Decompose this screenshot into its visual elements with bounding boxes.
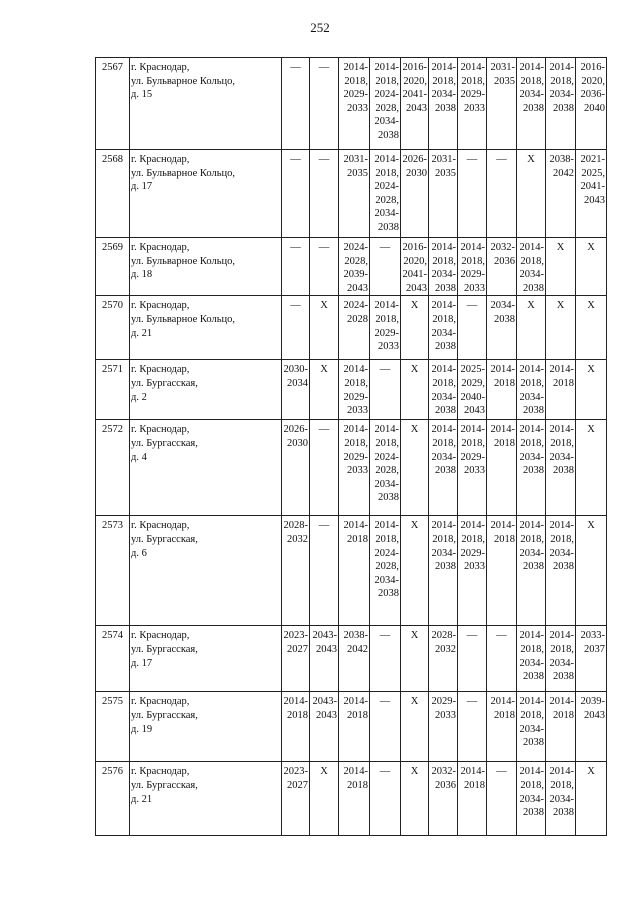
period-cell: 2029- 2033 — [429, 692, 458, 762]
row-number: 2568 — [96, 150, 130, 238]
address-line: ул. Бульварное Кольцо, — [131, 255, 235, 267]
period-cell: 2014- 2018, 2034- 2038 — [429, 420, 458, 516]
period-cell: 2014- 2018 — [546, 360, 576, 420]
period-cell: 2043- 2043 — [310, 692, 339, 762]
period-cell: 2026- 2030 — [282, 420, 310, 516]
period-cell: 2016- 2020, 2036- 2040 — [576, 58, 607, 150]
period-cell: X — [310, 762, 339, 836]
period-cell: 2014- 2018, 2034- 2038 — [546, 516, 576, 626]
period-cell: 2014- 2018, 2024- 2028, 2034- 2038 — [370, 516, 401, 626]
period-cell: 2031- 2035 — [339, 150, 370, 238]
period-cell: — — [282, 58, 310, 150]
period-cell: 2031- 2035 — [429, 150, 458, 238]
period-cell: — — [487, 150, 517, 238]
period-cell: 2014- 2018 — [487, 360, 517, 420]
period-cell: — — [310, 150, 339, 238]
period-cell: 2032- 2036 — [429, 762, 458, 836]
period-cell: X — [517, 296, 546, 360]
period-cell: 2023- 2027 — [282, 762, 310, 836]
period-cell: X — [401, 296, 429, 360]
table-row — [96, 516, 607, 626]
period-cell: 2039- 2043 — [576, 692, 607, 762]
period-cell: 2014- 2018 — [487, 692, 517, 762]
period-cell: — — [282, 238, 310, 296]
period-cell: 2031- 2035 — [487, 58, 517, 150]
row-number: 2574 — [96, 626, 130, 692]
address-line: д. 18 — [131, 269, 153, 281]
period-cell: 2014- 2018 — [282, 692, 310, 762]
period-cell: 2043- 2043 — [310, 626, 339, 692]
period-cell: 2014- 2018 — [487, 420, 517, 516]
period-cell: X — [517, 150, 546, 238]
period-cell: — — [282, 296, 310, 360]
row-number: 2571 — [96, 360, 130, 420]
address-line: д. 17 — [131, 657, 153, 669]
period-cell: 2014- 2018 — [546, 692, 576, 762]
period-cell: 2014- 2018 — [458, 762, 487, 836]
period-cell: 2024- 2028, 2039- 2043 — [339, 238, 370, 296]
period-cell: 2021- 2025, 2041- 2043 — [576, 150, 607, 238]
period-cell: — — [370, 238, 401, 296]
period-cell: 2014- 2018, 2034- 2038 — [517, 420, 546, 516]
address-cell — [130, 420, 282, 516]
period-cell: — — [487, 762, 517, 836]
address-line: ул. Бургасская, — [131, 779, 198, 791]
period-cell: X — [576, 516, 607, 626]
address-cell — [130, 516, 282, 626]
period-cell: — — [310, 516, 339, 626]
period-cell: 2038- 2042 — [546, 150, 576, 238]
period-cell: 2014- 2018, 2029- 2033 — [458, 516, 487, 626]
period-cell: 2014- 2018, 2034- 2038 — [429, 360, 458, 420]
table-row — [96, 296, 607, 360]
period-cell: 2014- 2018, 2034- 2038 — [517, 238, 546, 296]
period-cell: X — [401, 516, 429, 626]
period-cell: 2014- 2018, 2034- 2038 — [429, 58, 458, 150]
period-cell: X — [401, 762, 429, 836]
address-line: г. Краснодар, — [131, 364, 190, 376]
address-cell — [130, 360, 282, 420]
period-cell: 2030- 2034 — [282, 360, 310, 420]
address-line: ул. Бургасская, — [131, 437, 198, 449]
period-cell: X — [310, 360, 339, 420]
page-number: 252 — [310, 20, 330, 35]
address-line: д. 2 — [131, 391, 147, 403]
period-cell: 2028- 2032 — [282, 516, 310, 626]
period-cell: 2014- 2018, 2029- 2033 — [458, 420, 487, 516]
period-cell: X — [576, 762, 607, 836]
period-cell: 2014- 2018, 2034- 2038 — [429, 516, 458, 626]
address-cell — [130, 626, 282, 692]
period-cell: X — [401, 360, 429, 420]
period-cell: 2014- 2018, 2034- 2038 — [517, 58, 546, 150]
period-cell: — — [458, 692, 487, 762]
period-cell: — — [370, 692, 401, 762]
period-cell: 2026- 2030 — [401, 150, 429, 238]
address-line: д. 4 — [131, 451, 147, 463]
period-cell: — — [370, 360, 401, 420]
address-line: ул. Бургасская, — [131, 533, 198, 545]
address-line: г. Краснодар, — [131, 520, 190, 532]
row-number: 2576 — [96, 762, 130, 836]
period-cell: 2014- 2018, 2034- 2038 — [517, 360, 546, 420]
address-line: д. 21 — [131, 327, 153, 339]
address-line: д. 21 — [131, 793, 153, 805]
address-line: г. Краснодар, — [131, 766, 190, 778]
period-cell: 2014- 2018, 2034- 2038 — [546, 626, 576, 692]
address-line: д. 19 — [131, 723, 153, 735]
address-line: г. Краснодар, — [131, 630, 190, 642]
period-cell: 2014- 2018, 2034- 2038 — [429, 296, 458, 360]
address-cell — [130, 238, 282, 296]
address-line: ул. Бургасская, — [131, 709, 198, 721]
address-line: г. Краснодар, — [131, 242, 190, 253]
period-cell: 2025- 2029, 2040- 2043 — [458, 360, 487, 420]
row-number: 2570 — [96, 296, 130, 360]
address-line: г. Краснодар, — [131, 300, 190, 312]
period-cell: 2014- 2018, 2029- 2033 — [458, 58, 487, 150]
period-cell: 2014- 2018, 2024- 2028, 2034- 2038 — [370, 420, 401, 516]
address-cell — [130, 692, 282, 762]
period-cell: 2014- 2018 — [339, 692, 370, 762]
table-row — [96, 420, 607, 516]
period-cell: X — [401, 626, 429, 692]
period-cell: — — [282, 150, 310, 238]
row-number: 2569 — [96, 238, 130, 296]
period-cell: X — [401, 420, 429, 516]
row-number: 2575 — [96, 692, 130, 762]
table-row — [96, 692, 607, 762]
period-cell: 2016- 2020, 2041- 2043 — [401, 58, 429, 150]
address-line: ул. Бульварное Кольцо, — [131, 167, 235, 179]
period-cell: 2014- 2018, 2029- 2033 — [339, 58, 370, 150]
period-cell: X — [576, 420, 607, 516]
period-cell: — — [310, 58, 339, 150]
table-row — [96, 360, 607, 420]
period-cell: 2014- 2018, 2034- 2038 — [517, 762, 546, 836]
period-cell: 2014- 2018, 2029- 2033 — [370, 296, 401, 360]
period-cell: — — [370, 626, 401, 692]
address-line: г. Краснодар, — [131, 424, 190, 436]
period-cell: 2014- 2018, 2034- 2038 — [517, 692, 546, 762]
period-cell: X — [546, 296, 576, 360]
table-row — [96, 238, 607, 296]
period-cell: 2032- 2036 — [487, 238, 517, 296]
address-line: ул. Бульварное Кольцо, — [131, 75, 235, 87]
period-cell: 2014- 2018 — [339, 762, 370, 836]
address-cell — [130, 762, 282, 836]
table-row — [96, 58, 607, 150]
address-line: д. 15 — [131, 89, 153, 101]
address-cell — [130, 296, 282, 360]
period-cell: 2014- 2018, 2029- 2033 — [339, 360, 370, 420]
period-cell: 2014- 2018, 2034- 2038 — [546, 58, 576, 150]
table-row — [96, 150, 607, 238]
row-number: 2573 — [96, 516, 130, 626]
address-line: г. Краснодар, — [131, 62, 190, 73]
address-line: г. Краснодар, — [131, 696, 190, 708]
period-cell: 2014- 2018, 2024- 2028, 2034- 2038 — [370, 58, 401, 150]
period-cell: X — [310, 296, 339, 360]
period-cell: 2034- 2038 — [487, 296, 517, 360]
address-line: д. 6 — [131, 547, 147, 559]
period-cell: 2023- 2027 — [282, 626, 310, 692]
period-cell: — — [458, 150, 487, 238]
row-number: 2572 — [96, 420, 130, 516]
address-line: ул. Бургасская, — [131, 377, 198, 389]
address-cell — [130, 58, 282, 150]
period-cell: 2014- 2018, 2029- 2033 — [458, 238, 487, 296]
period-cell: 2014- 2018, 2034- 2038 — [429, 238, 458, 296]
period-cell: X — [576, 360, 607, 420]
period-cell: — — [310, 420, 339, 516]
register-table — [95, 57, 607, 836]
row-number: 2567 — [96, 58, 130, 150]
period-cell: X — [546, 238, 576, 296]
period-cell: 2033- 2037 — [576, 626, 607, 692]
address-cell — [130, 150, 282, 238]
period-cell: — — [487, 626, 517, 692]
period-cell: — — [310, 238, 339, 296]
period-cell: 2014- 2018, 2034- 2038 — [546, 420, 576, 516]
period-cell: 2014- 2018 — [339, 516, 370, 626]
period-cell: — — [370, 762, 401, 836]
period-cell: 2014- 2018, 2034- 2038 — [517, 626, 546, 692]
period-cell: 2014- 2018 — [487, 516, 517, 626]
period-cell: 2014- 2018, 2034- 2038 — [546, 762, 576, 836]
period-cell: 2038- 2042 — [339, 626, 370, 692]
period-cell: 2014- 2018, 2034- 2038 — [517, 516, 546, 626]
period-cell: 2016- 2020, 2041- 2043 — [401, 238, 429, 296]
period-cell: 2014- 2018, 2024- 2028, 2034- 2038 — [370, 150, 401, 238]
period-cell: X — [576, 238, 607, 296]
table-row — [96, 762, 607, 836]
address-line: ул. Бургасская, — [131, 643, 198, 655]
period-cell: 2014- 2018, 2029- 2033 — [339, 420, 370, 516]
table-row — [96, 626, 607, 692]
address-line: г. Краснодар, — [131, 154, 190, 165]
period-cell: 2028- 2032 — [429, 626, 458, 692]
address-line: д. 17 — [131, 181, 153, 193]
period-cell: — — [458, 296, 487, 360]
period-cell: X — [576, 296, 607, 360]
period-cell: X — [401, 692, 429, 762]
period-cell: — — [458, 626, 487, 692]
period-cell: 2024- 2028 — [339, 296, 370, 360]
address-line: ул. Бульварное Кольцо, — [131, 313, 235, 325]
